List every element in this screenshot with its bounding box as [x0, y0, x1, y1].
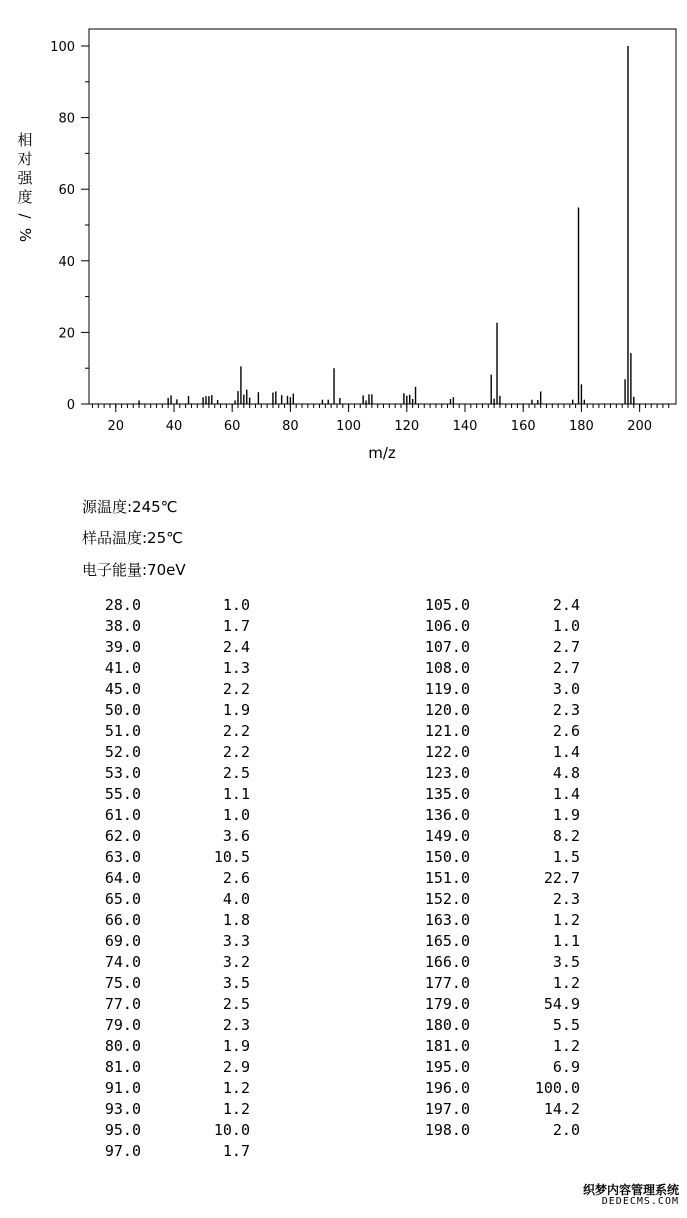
x-major-ticks [108, 404, 653, 434]
peak-intensity: 1.1 [222, 785, 250, 803]
y-tick-label: 80 [58, 111, 75, 127]
peak-intensity: 1.9 [222, 1037, 250, 1055]
peak-mz: 163.0 [424, 911, 470, 929]
peak-mz: 108.0 [424, 659, 470, 677]
source-temperature: 源温度:245℃ [82, 498, 178, 516]
peak-mz: 91.0 [104, 1079, 141, 1097]
peak-mz: 39.0 [104, 638, 141, 656]
y-tick-label: 60 [58, 183, 75, 199]
y-tick-label: 40 [58, 254, 75, 270]
peak-intensity: 8.2 [552, 827, 580, 845]
x-tick-label: 20 [107, 419, 125, 434]
peak-intensity: 22.7 [543, 869, 580, 887]
peak-intensity: 54.9 [543, 995, 580, 1013]
peak-mz: 28.0 [104, 596, 141, 614]
peak-bars [139, 46, 634, 404]
electron-energy: 电子能量:70eV [82, 561, 186, 579]
x-tick-label: 140 [452, 419, 478, 434]
peak-intensity: 4.0 [222, 890, 250, 908]
sample-temperature: 样品温度:25℃ [82, 529, 183, 547]
y-tick-label: 100 [50, 40, 75, 55]
peak-mz: 62.0 [104, 827, 141, 845]
peak-intensity: 100.0 [534, 1079, 580, 1097]
peak-mz: 38.0 [104, 617, 141, 635]
peak-intensity: 6.9 [552, 1058, 580, 1076]
peak-intensity: 3.6 [222, 827, 250, 845]
peak-mz: 77.0 [104, 995, 141, 1013]
peak-mz: 149.0 [424, 827, 470, 845]
peak-mz: 106.0 [424, 617, 470, 635]
peak-mz: 196.0 [424, 1079, 470, 1097]
x-minor-ticks [92, 404, 668, 408]
peak-intensity: 1.7 [222, 1142, 250, 1160]
peak-intensity: 4.8 [552, 764, 580, 782]
peak-intensity: 1.4 [552, 743, 580, 761]
peak-intensity: 2.3 [222, 1016, 250, 1034]
peak-mz: 45.0 [104, 680, 141, 698]
peak-intensity: 3.5 [552, 953, 580, 971]
plot-frame [89, 29, 676, 404]
peak-mz: 197.0 [424, 1100, 470, 1118]
peak-mz: 63.0 [104, 848, 141, 866]
peak-intensity: 2.7 [552, 659, 580, 677]
y-axis-label-char: 强 [17, 169, 33, 187]
peak-mz: 150.0 [424, 848, 470, 866]
peak-mz: 105.0 [424, 596, 470, 614]
peak-mz: 75.0 [104, 974, 141, 992]
peak-intensity: 2.2 [222, 680, 250, 698]
peak-mz: 81.0 [104, 1058, 141, 1076]
watermark-logo [567, 1181, 679, 1211]
peak-mz: 151.0 [424, 869, 470, 887]
x-tick-label: 120 [394, 419, 420, 434]
peak-intensity: 2.2 [222, 722, 250, 740]
y-ticks [50, 40, 89, 413]
peak-mz: 136.0 [424, 806, 470, 824]
x-tick-label: 200 [627, 419, 653, 434]
peak-mz: 198.0 [424, 1121, 470, 1139]
peak-intensity: 1.7 [222, 617, 250, 635]
x-tick-label: 160 [510, 419, 536, 434]
peak-intensity: 2.2 [222, 743, 250, 761]
peak-mz: 152.0 [424, 890, 470, 908]
x-tick-label: 100 [336, 419, 362, 434]
peak-mz: 107.0 [424, 638, 470, 656]
peak-mz: 119.0 [424, 680, 470, 698]
peak-intensity: 1.4 [552, 785, 580, 803]
peak-mz: 121.0 [424, 722, 470, 740]
peak-mz: 179.0 [424, 995, 470, 1013]
peak-mz: 61.0 [104, 806, 141, 824]
peak-mz: 41.0 [104, 659, 141, 677]
peak-intensity: 2.3 [552, 701, 580, 719]
peak-mz: 79.0 [104, 1016, 141, 1034]
peak-intensity: 3.0 [552, 680, 580, 698]
x-tick-label: 40 [165, 419, 183, 434]
peak-mz: 65.0 [104, 890, 141, 908]
x-tick-label: 180 [569, 419, 594, 434]
peak-intensity: 3.3 [222, 932, 250, 950]
y-axis-label-char: / [16, 213, 34, 219]
peak-intensity: 1.9 [552, 806, 580, 824]
x-tick-label: 80 [282, 419, 299, 434]
y-axis-label [16, 131, 34, 242]
peak-mz: 180.0 [424, 1016, 470, 1034]
peak-intensity: 1.5 [552, 848, 580, 866]
peak-intensity: 10.5 [213, 848, 250, 866]
peak-mz: 95.0 [104, 1121, 141, 1139]
peak-intensity: 10.0 [213, 1121, 250, 1139]
peak-mz: 181.0 [424, 1037, 470, 1055]
peak-mz: 51.0 [104, 722, 141, 740]
mass-spectrum-chart [0, 0, 687, 470]
peak-mz: 69.0 [104, 932, 141, 950]
y-axis-label-char: % [16, 227, 34, 243]
y-axis-label-char: 度 [17, 188, 33, 206]
peak-intensity: 1.3 [222, 659, 250, 677]
peak-intensity: 2.6 [552, 722, 580, 740]
peak-mz: 50.0 [104, 701, 141, 719]
y-tick-label: 0 [66, 398, 75, 413]
peak-mz: 165.0 [424, 932, 470, 950]
peak-intensity: 1.9 [222, 701, 250, 719]
watermark-url: DEDECMS.COM [601, 1196, 679, 1207]
peak-intensity: 1.2 [222, 1079, 250, 1097]
peak-intensity: 2.7 [552, 638, 580, 656]
peak-intensity: 5.5 [552, 1016, 580, 1034]
peak-mz: 97.0 [104, 1142, 141, 1160]
peak-intensity: 2.5 [222, 764, 250, 782]
peak-intensity: 14.2 [543, 1100, 580, 1118]
peak-intensity: 1.0 [222, 596, 250, 614]
peak-mz: 120.0 [424, 701, 470, 719]
peak-intensity: 2.4 [552, 596, 580, 614]
peak-intensity: 2.4 [222, 638, 250, 656]
peak-intensity: 1.2 [552, 911, 580, 929]
peak-mz: 177.0 [424, 974, 470, 992]
peak-intensity: 2.3 [552, 890, 580, 908]
peak-intensity: 1.0 [552, 617, 580, 635]
peak-mz: 166.0 [424, 953, 470, 971]
peak-mz: 195.0 [424, 1058, 470, 1076]
y-tick-label: 20 [58, 326, 75, 342]
x-tick-label: 60 [223, 419, 241, 434]
peak-mz: 80.0 [104, 1037, 141, 1055]
peak-mz: 122.0 [424, 743, 470, 761]
peak-mz: 93.0 [104, 1100, 141, 1118]
x-axis-label: m/z [368, 444, 396, 462]
watermark-text: 织梦内容管理系统 [582, 1183, 679, 1197]
peak-mz: 135.0 [424, 785, 470, 803]
peak-mz: 123.0 [424, 764, 470, 782]
peak-intensity: 1.0 [222, 806, 250, 824]
peak-intensity: 2.9 [222, 1058, 250, 1076]
peak-mz: 74.0 [104, 953, 141, 971]
peak-intensity: 1.2 [222, 1100, 250, 1118]
peak-mz: 52.0 [104, 743, 141, 761]
y-axis-label-char: 对 [17, 150, 33, 168]
peak-intensity: 1.2 [552, 974, 580, 992]
peak-mz: 53.0 [104, 764, 141, 782]
peak-intensity: 1.8 [222, 911, 250, 929]
peak-intensity: 2.5 [222, 995, 250, 1013]
y-axis-label-char: 相 [17, 131, 33, 149]
peak-mz: 64.0 [104, 869, 141, 887]
peak-intensity: 3.2 [222, 953, 250, 971]
peak-intensity: 3.5 [222, 974, 250, 992]
peak-mz: 55.0 [104, 785, 141, 803]
peak-mz: 66.0 [104, 911, 141, 929]
peak-intensity: 1.2 [552, 1037, 580, 1055]
peak-intensity: 2.6 [222, 869, 250, 887]
peak-intensity: 1.1 [552, 932, 580, 950]
peak-intensity: 2.0 [552, 1121, 580, 1139]
